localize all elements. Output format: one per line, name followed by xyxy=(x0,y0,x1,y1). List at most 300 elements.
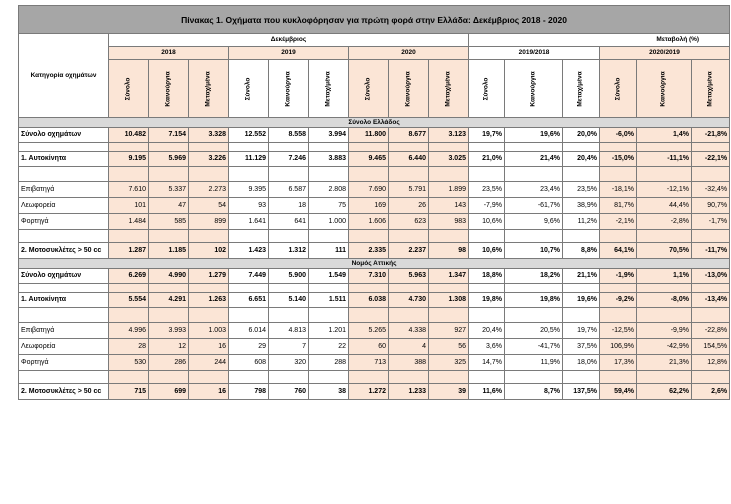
value-cell: 1.279 xyxy=(189,269,229,284)
empty-cell xyxy=(109,371,149,384)
value-cell: 3.328 xyxy=(189,128,229,143)
empty-cell xyxy=(429,308,469,323)
table-row xyxy=(19,128,730,143)
value-cell: 28 xyxy=(109,339,149,355)
empty-cell xyxy=(389,167,429,182)
value-cell: 19,8% xyxy=(469,293,505,308)
value-cell: 19,6% xyxy=(505,128,563,143)
value-cell: 154,5% xyxy=(692,339,730,355)
empty-cell xyxy=(389,230,429,243)
value-cell: -21,8% xyxy=(692,128,730,143)
value-cell: -61,7% xyxy=(505,198,563,214)
value-cell: 3.993 xyxy=(149,323,189,339)
value-cell: 44,4% xyxy=(637,198,692,214)
subheader-label: Σύνολο xyxy=(482,77,490,100)
subheader-cell xyxy=(505,60,563,118)
value-cell: 4.730 xyxy=(389,293,429,308)
subheader-label: Μεταχ/μένα xyxy=(706,70,714,107)
row-label: Σύνολο οχημάτων xyxy=(19,269,109,284)
empty-cell xyxy=(309,284,349,293)
value-cell: -13,0% xyxy=(692,269,730,284)
subheader-label: Καινούργια xyxy=(284,70,292,107)
value-cell: 760 xyxy=(269,384,309,400)
value-cell: 10,6% xyxy=(469,243,505,259)
empty-cell xyxy=(692,167,730,182)
subheader-cell xyxy=(389,60,429,118)
value-cell: 7.246 xyxy=(269,152,309,167)
value-cell: 2.335 xyxy=(349,243,389,259)
december-header: Δεκέμβριος xyxy=(109,34,469,47)
empty-cell xyxy=(269,284,309,293)
value-cell: 19,7% xyxy=(563,323,600,339)
change-header: Μεταβολή (%) xyxy=(469,34,730,47)
spacer-row xyxy=(19,284,730,293)
empty-cell xyxy=(600,143,637,152)
empty-cell xyxy=(637,308,692,323)
value-cell: -18,1% xyxy=(600,182,637,198)
value-cell: 23,4% xyxy=(505,182,563,198)
empty-cell xyxy=(600,284,637,293)
table-row xyxy=(19,152,730,167)
report-table-container xyxy=(18,5,728,400)
value-cell: -15,0% xyxy=(600,152,637,167)
subheader-label: Σύνολο xyxy=(244,77,252,100)
value-cell: 5.265 xyxy=(349,323,389,339)
row-label: Λεωφορεία xyxy=(19,339,109,355)
empty-cell xyxy=(189,308,229,323)
row-label: 1. Αυτοκίνητα xyxy=(19,293,109,308)
value-cell: 5.337 xyxy=(149,182,189,198)
value-cell: -9,2% xyxy=(600,293,637,308)
empty-cell xyxy=(229,284,269,293)
row-label: 1. Αυτοκίνητα xyxy=(19,152,109,167)
value-cell: 29 xyxy=(229,339,269,355)
value-cell: 1,4% xyxy=(637,128,692,143)
table-row xyxy=(19,198,730,214)
value-cell: 1.484 xyxy=(109,214,149,230)
value-cell: -11,1% xyxy=(637,152,692,167)
subheader-cell xyxy=(429,60,469,118)
value-cell: -22,8% xyxy=(692,323,730,339)
value-cell: 20,4% xyxy=(563,152,600,167)
empty-cell xyxy=(149,143,189,152)
empty-cell xyxy=(692,371,730,384)
value-cell: -12,1% xyxy=(637,182,692,198)
empty-cell xyxy=(429,143,469,152)
empty-cell xyxy=(600,308,637,323)
row-label: 2. Μοτοσυκλέτες > 50 cc xyxy=(19,384,109,400)
value-cell: 7.154 xyxy=(149,128,189,143)
subheader-cell xyxy=(149,60,189,118)
empty-cell xyxy=(109,167,149,182)
value-cell: -7,9% xyxy=(469,198,505,214)
value-cell: 1.185 xyxy=(149,243,189,259)
value-cell: 38,9% xyxy=(563,198,600,214)
empty-cell xyxy=(109,143,149,152)
empty-cell xyxy=(389,308,429,323)
value-cell: 2.273 xyxy=(189,182,229,198)
empty-cell xyxy=(189,284,229,293)
row-label: Σύνολο οχημάτων xyxy=(19,128,109,143)
value-cell: -42,9% xyxy=(637,339,692,355)
value-cell: 23,5% xyxy=(469,182,505,198)
table-row xyxy=(19,243,730,259)
spacer-row xyxy=(19,308,730,323)
subheader-cell xyxy=(600,60,637,118)
value-cell: -32,4% xyxy=(692,182,730,198)
value-cell: 14,7% xyxy=(469,355,505,371)
value-cell: 75 xyxy=(309,198,349,214)
value-cell: 8,7% xyxy=(505,384,563,400)
empty-cell xyxy=(469,230,505,243)
empty-cell xyxy=(505,143,563,152)
table-row xyxy=(19,182,730,198)
empty-cell xyxy=(19,371,109,384)
empty-cell xyxy=(349,284,389,293)
value-cell: -1,7% xyxy=(692,214,730,230)
subheader-cell xyxy=(692,60,730,118)
value-cell: 5.963 xyxy=(389,269,429,284)
value-cell: 11,2% xyxy=(563,214,600,230)
value-cell: 17,3% xyxy=(600,355,637,371)
empty-cell xyxy=(269,230,309,243)
value-cell: 9.465 xyxy=(349,152,389,167)
empty-cell xyxy=(149,308,189,323)
empty-cell xyxy=(600,167,637,182)
table-title: Πίνακας 1. Οχήματα που κυκλοφόρησαν για πρώτη φορά στην Ελλάδα: Δεκέμβριος 2018 - 2020 xyxy=(19,6,730,34)
row-label: 2. Μοτοσυκλέτες > 50 cc xyxy=(19,243,109,259)
value-cell: 1.003 xyxy=(189,323,229,339)
value-cell: 623 xyxy=(389,214,429,230)
year-header: 2019 xyxy=(229,47,349,60)
value-cell: 21,1% xyxy=(563,269,600,284)
empty-cell xyxy=(189,371,229,384)
value-cell: 5.554 xyxy=(109,293,149,308)
value-cell: 21,3% xyxy=(637,355,692,371)
empty-cell xyxy=(563,167,600,182)
value-cell: 4.291 xyxy=(149,293,189,308)
value-cell: 21,0% xyxy=(469,152,505,167)
value-cell: 19,8% xyxy=(505,293,563,308)
value-cell: 6.038 xyxy=(349,293,389,308)
value-cell: 1.308 xyxy=(429,293,469,308)
value-cell: 21,4% xyxy=(505,152,563,167)
value-cell: 101 xyxy=(109,198,149,214)
empty-cell xyxy=(563,371,600,384)
table-row xyxy=(19,384,730,400)
empty-cell xyxy=(600,371,637,384)
value-cell: 3.994 xyxy=(309,128,349,143)
value-cell: 9,6% xyxy=(505,214,563,230)
subheader-label: Μεταχ/μένα xyxy=(204,70,212,107)
value-cell: 11,9% xyxy=(505,355,563,371)
value-cell: 927 xyxy=(429,323,469,339)
value-cell: 1.272 xyxy=(349,384,389,400)
empty-cell xyxy=(269,167,309,182)
subheader-cell xyxy=(469,60,505,118)
value-cell: 798 xyxy=(229,384,269,400)
value-cell: 23,5% xyxy=(563,182,600,198)
empty-cell xyxy=(429,284,469,293)
value-cell: 2,6% xyxy=(692,384,730,400)
value-cell: 7 xyxy=(269,339,309,355)
value-cell: 388 xyxy=(389,355,429,371)
row-label: Επιβατηγά xyxy=(19,323,109,339)
empty-cell xyxy=(19,143,109,152)
empty-cell xyxy=(109,284,149,293)
empty-cell xyxy=(349,308,389,323)
value-cell: -11,7% xyxy=(692,243,730,259)
value-cell: 37,5% xyxy=(563,339,600,355)
value-cell: 1.347 xyxy=(429,269,469,284)
empty-cell xyxy=(505,167,563,182)
table-row xyxy=(19,214,730,230)
empty-cell xyxy=(149,284,189,293)
value-cell: 3.883 xyxy=(309,152,349,167)
empty-cell xyxy=(309,167,349,182)
value-cell: 12,8% xyxy=(692,355,730,371)
empty-cell xyxy=(637,167,692,182)
value-cell: 1.641 xyxy=(229,214,269,230)
empty-cell xyxy=(563,143,600,152)
value-cell: 1.201 xyxy=(309,323,349,339)
subheader-label: Καινούργια xyxy=(164,70,172,107)
empty-cell xyxy=(505,230,563,243)
value-cell: -12,5% xyxy=(600,323,637,339)
empty-cell xyxy=(563,308,600,323)
value-cell: 5.140 xyxy=(269,293,309,308)
value-cell: 47 xyxy=(149,198,189,214)
empty-cell xyxy=(19,284,109,293)
subheader-label: Μεταχ/μένα xyxy=(444,70,452,107)
value-cell: 11.129 xyxy=(229,152,269,167)
value-cell: 56 xyxy=(429,339,469,355)
table-row xyxy=(19,355,730,371)
table-row xyxy=(19,339,730,355)
empty-cell xyxy=(19,167,109,182)
empty-cell xyxy=(692,143,730,152)
empty-cell xyxy=(637,230,692,243)
value-cell: 1.000 xyxy=(309,214,349,230)
empty-cell xyxy=(309,143,349,152)
row-label: Φορτηγά xyxy=(19,355,109,371)
empty-cell xyxy=(229,143,269,152)
value-cell: 3.025 xyxy=(429,152,469,167)
change-period-header: 2020/2019 xyxy=(600,47,730,60)
subheader-label: Καινούργια xyxy=(404,70,412,107)
spacer-row xyxy=(19,371,730,384)
empty-cell xyxy=(349,371,389,384)
value-cell: 699 xyxy=(149,384,189,400)
spacer-row xyxy=(19,143,730,152)
value-cell: -41,7% xyxy=(505,339,563,355)
value-cell: 286 xyxy=(149,355,189,371)
value-cell: 12.552 xyxy=(229,128,269,143)
value-cell: 3,6% xyxy=(469,339,505,355)
subheader-cell xyxy=(109,60,149,118)
empty-cell xyxy=(469,284,505,293)
empty-cell xyxy=(505,371,563,384)
empty-cell xyxy=(229,308,269,323)
value-cell: -6,0% xyxy=(600,128,637,143)
value-cell: -13,4% xyxy=(692,293,730,308)
value-cell: 288 xyxy=(309,355,349,371)
value-cell: 3.226 xyxy=(189,152,229,167)
value-cell: 608 xyxy=(229,355,269,371)
value-cell: 1.899 xyxy=(429,182,469,198)
empty-cell xyxy=(309,308,349,323)
year-header: 2020 xyxy=(349,47,469,60)
empty-cell xyxy=(229,371,269,384)
empty-cell xyxy=(389,284,429,293)
value-cell: 4 xyxy=(389,339,429,355)
table-row xyxy=(19,323,730,339)
value-cell: 10,6% xyxy=(469,214,505,230)
value-cell: 18,8% xyxy=(469,269,505,284)
value-cell: 20,5% xyxy=(505,323,563,339)
value-cell: -22,1% xyxy=(692,152,730,167)
empty-cell xyxy=(229,167,269,182)
subheader-cell xyxy=(189,60,229,118)
subheader-cell xyxy=(309,60,349,118)
empty-cell xyxy=(189,143,229,152)
value-cell: 20,0% xyxy=(563,128,600,143)
subheader-label: Σύνολο xyxy=(614,77,621,100)
value-cell: 325 xyxy=(429,355,469,371)
value-cell: -8,0% xyxy=(637,293,692,308)
value-cell: 6.269 xyxy=(109,269,149,284)
subheader-cell xyxy=(229,60,269,118)
value-cell: 90,7% xyxy=(692,198,730,214)
subheader-cell xyxy=(563,60,600,118)
value-cell: 20,4% xyxy=(469,323,505,339)
row-label: Λεωφορεία xyxy=(19,198,109,214)
empty-cell xyxy=(309,371,349,384)
empty-cell xyxy=(469,143,505,152)
value-cell: 1.423 xyxy=(229,243,269,259)
empty-cell xyxy=(429,167,469,182)
value-cell: 16 xyxy=(189,384,229,400)
subheader-label: Μεταχ/μένα xyxy=(324,70,332,107)
value-cell: -2,8% xyxy=(637,214,692,230)
empty-cell xyxy=(109,230,149,243)
value-cell: 7.610 xyxy=(109,182,149,198)
value-cell: 5.900 xyxy=(269,269,309,284)
value-cell: 18 xyxy=(269,198,309,214)
value-cell: 8.558 xyxy=(269,128,309,143)
value-cell: 98 xyxy=(429,243,469,259)
value-cell: 983 xyxy=(429,214,469,230)
value-cell: 64,1% xyxy=(600,243,637,259)
value-cell: 12 xyxy=(149,339,189,355)
value-cell: 62,2% xyxy=(637,384,692,400)
section-row xyxy=(19,118,730,128)
section-title: Σύνολο Ελλάδος xyxy=(19,118,730,128)
subheader-cell xyxy=(349,60,389,118)
value-cell: 7.310 xyxy=(349,269,389,284)
value-cell: 26 xyxy=(389,198,429,214)
value-cell: 1.549 xyxy=(309,269,349,284)
value-cell: 59,4% xyxy=(600,384,637,400)
value-cell: 8.677 xyxy=(389,128,429,143)
value-cell: 1.606 xyxy=(349,214,389,230)
value-cell: 18,0% xyxy=(563,355,600,371)
empty-cell xyxy=(109,308,149,323)
spacer-row xyxy=(19,167,730,182)
value-cell: 585 xyxy=(149,214,189,230)
value-cell: 102 xyxy=(189,243,229,259)
value-cell: 1.263 xyxy=(189,293,229,308)
empty-cell xyxy=(563,230,600,243)
value-cell: 5.969 xyxy=(149,152,189,167)
value-cell: 1,1% xyxy=(637,269,692,284)
value-cell: 18,2% xyxy=(505,269,563,284)
value-cell: 244 xyxy=(189,355,229,371)
value-cell: 137,5% xyxy=(563,384,600,400)
empty-cell xyxy=(637,371,692,384)
empty-cell xyxy=(429,371,469,384)
value-cell: 5.791 xyxy=(389,182,429,198)
table-row xyxy=(19,293,730,308)
value-cell: 1.312 xyxy=(269,243,309,259)
value-cell: 10,7% xyxy=(505,243,563,259)
empty-cell xyxy=(149,167,189,182)
empty-cell xyxy=(692,308,730,323)
value-cell: 9.395 xyxy=(229,182,269,198)
value-cell: 6.014 xyxy=(229,323,269,339)
value-cell: 6.651 xyxy=(229,293,269,308)
empty-cell xyxy=(469,308,505,323)
value-cell: 320 xyxy=(269,355,309,371)
empty-cell xyxy=(349,143,389,152)
value-cell: 4.338 xyxy=(389,323,429,339)
value-cell: 7.449 xyxy=(229,269,269,284)
empty-cell xyxy=(563,284,600,293)
section-row xyxy=(19,259,730,269)
empty-cell xyxy=(19,308,109,323)
empty-cell xyxy=(469,371,505,384)
value-cell: 19,7% xyxy=(469,128,505,143)
subheader-label: Καινούργια xyxy=(529,70,537,107)
value-cell: 713 xyxy=(349,355,389,371)
empty-cell xyxy=(389,143,429,152)
table-row xyxy=(19,269,730,284)
value-cell: 2.808 xyxy=(309,182,349,198)
value-cell: 38 xyxy=(309,384,349,400)
value-cell: 106,9% xyxy=(600,339,637,355)
row-label: Φορτηγά xyxy=(19,214,109,230)
empty-cell xyxy=(637,284,692,293)
subheader-label: Καινούργια xyxy=(660,70,667,107)
value-cell: -1,9% xyxy=(600,269,637,284)
empty-cell xyxy=(149,371,189,384)
row-label: Επιβατηγά xyxy=(19,182,109,198)
empty-cell xyxy=(637,143,692,152)
value-cell: 7.690 xyxy=(349,182,389,198)
empty-cell xyxy=(469,167,505,182)
value-cell: 530 xyxy=(109,355,149,371)
change-period-header: 2019/2018 xyxy=(469,47,600,60)
value-cell: 60 xyxy=(349,339,389,355)
value-cell: 10.482 xyxy=(109,128,149,143)
empty-cell xyxy=(229,230,269,243)
value-cell: 54 xyxy=(189,198,229,214)
value-cell: 11,6% xyxy=(469,384,505,400)
value-cell: 19,6% xyxy=(563,293,600,308)
value-cell: 1.511 xyxy=(309,293,349,308)
value-cell: 6.587 xyxy=(269,182,309,198)
value-cell: 11.800 xyxy=(349,128,389,143)
